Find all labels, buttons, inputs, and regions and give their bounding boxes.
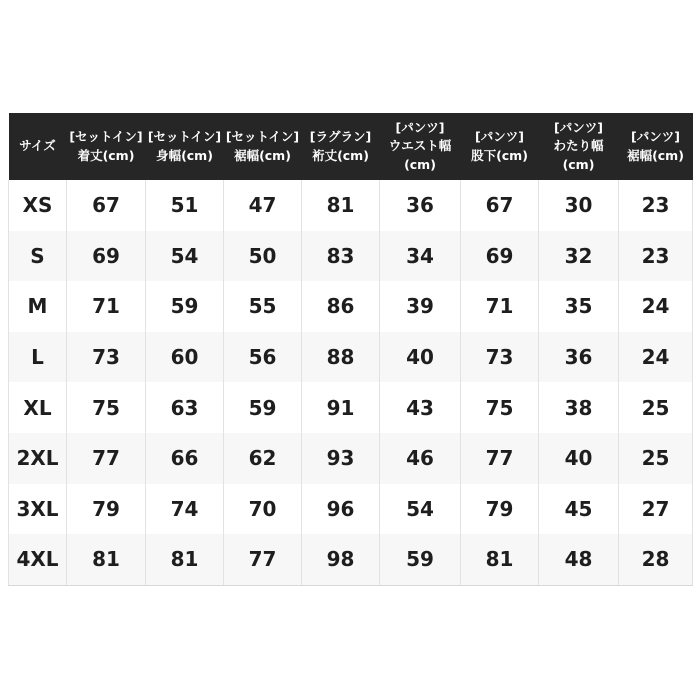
column-header-line: [ラグラン] — [309, 129, 372, 145]
size-label-cell: XS — [9, 180, 67, 231]
measurement-cell: 77 — [67, 433, 146, 484]
measurement-cell: 34 — [380, 231, 461, 282]
measurement-cell: 56 — [224, 332, 302, 383]
size-label-cell: 2XL — [9, 433, 67, 484]
measurement-cell: 67 — [67, 180, 146, 231]
column-header-line: [パンツ] — [395, 120, 445, 136]
column-header-line: [セットイン] — [147, 129, 222, 145]
measurement-cell: 81 — [67, 534, 146, 585]
column-header-raglan-sleeve — [302, 113, 380, 180]
measurement-cell: 69 — [67, 231, 146, 282]
measurement-cell: 40 — [380, 332, 461, 383]
measurement-cell: 67 — [461, 180, 539, 231]
measurement-cell: 77 — [461, 433, 539, 484]
measurement-cell: 91 — [302, 382, 380, 433]
column-header-line: [セットイン] — [225, 129, 300, 145]
measurement-cell: 73 — [67, 332, 146, 383]
measurement-cell: 93 — [302, 433, 380, 484]
measurement-cell: 48 — [539, 534, 619, 585]
column-header-pants-inseam — [461, 113, 539, 180]
measurement-cell: 39 — [380, 281, 461, 332]
measurement-cell: 96 — [302, 484, 380, 535]
measurement-cell: 55 — [224, 281, 302, 332]
measurement-cell: 35 — [539, 281, 619, 332]
measurement-cell: 63 — [146, 382, 224, 433]
measurement-cell: 74 — [146, 484, 224, 535]
measurement-cell: 81 — [302, 180, 380, 231]
measurement-cell: 36 — [380, 180, 461, 231]
measurement-cell: 70 — [224, 484, 302, 535]
measurement-cell: 73 — [461, 332, 539, 383]
measurement-cell: 30 — [539, 180, 619, 231]
measurement-cell: 40 — [539, 433, 619, 484]
measurement-cell: 25 — [619, 433, 693, 484]
column-header-pants-thigh — [539, 113, 619, 180]
column-header-setin-width — [146, 113, 224, 180]
column-header-line: 裄丈(cm) — [312, 147, 369, 163]
column-header-line: [パンツ] — [631, 129, 680, 145]
column-header-line: (cm) — [404, 156, 436, 172]
measurement-cell: 69 — [461, 231, 539, 282]
size-label-cell: S — [9, 231, 67, 282]
column-header-line: [セットイン] — [69, 129, 143, 145]
measurement-cell: 54 — [146, 231, 224, 282]
column-header-line: [パンツ] — [554, 120, 603, 136]
column-header-setin-length — [67, 113, 146, 180]
measurement-cell: 50 — [224, 231, 302, 282]
measurement-cell: 77 — [224, 534, 302, 585]
column-header-line: サイズ — [19, 138, 56, 154]
size-label-cell: XL — [9, 382, 67, 433]
column-header-line: ウエスト幅 — [388, 138, 452, 154]
measurement-cell: 27 — [619, 484, 693, 535]
measurement-cell: 46 — [380, 433, 461, 484]
measurement-cell: 71 — [461, 281, 539, 332]
size-row-S — [9, 231, 693, 282]
measurement-cell: 59 — [224, 382, 302, 433]
size-chart-table — [8, 113, 693, 586]
size-row-L — [9, 332, 693, 383]
column-header-line: (cm) — [562, 156, 595, 172]
size-row-XS — [9, 180, 693, 231]
column-header-line: わたり幅 — [553, 138, 604, 154]
measurement-cell: 43 — [380, 382, 461, 433]
measurement-cell: 66 — [146, 433, 224, 484]
column-header-pants-waist — [380, 113, 461, 180]
size-label-cell: 4XL — [9, 534, 67, 585]
measurement-cell: 54 — [380, 484, 461, 535]
measurement-cell: 23 — [619, 231, 693, 282]
size-row-2XL — [9, 433, 693, 484]
column-header-line: 股下(cm) — [471, 147, 528, 163]
measurement-cell: 88 — [302, 332, 380, 383]
column-header-pants-hem — [619, 113, 693, 180]
column-header-line: 身幅(cm) — [156, 147, 213, 163]
measurement-cell: 23 — [619, 180, 693, 231]
size-label-cell: L — [9, 332, 67, 383]
column-header-size — [9, 113, 67, 180]
size-row-3XL — [9, 484, 693, 535]
measurement-cell: 24 — [619, 281, 693, 332]
column-header-line: [パンツ] — [475, 129, 524, 145]
measurement-cell: 81 — [146, 534, 224, 585]
measurement-cell: 86 — [302, 281, 380, 332]
measurement-cell: 83 — [302, 231, 380, 282]
measurement-cell: 59 — [146, 281, 224, 332]
measurement-cell: 36 — [539, 332, 619, 383]
measurement-cell: 62 — [224, 433, 302, 484]
column-header-line: 着丈(cm) — [77, 147, 135, 163]
measurement-cell: 47 — [224, 180, 302, 231]
measurement-cell: 59 — [380, 534, 461, 585]
size-label-cell: M — [9, 281, 67, 332]
measurement-cell: 38 — [539, 382, 619, 433]
measurement-cell: 32 — [539, 231, 619, 282]
measurement-cell: 79 — [461, 484, 539, 535]
measurement-cell: 60 — [146, 332, 224, 383]
measurement-cell: 25 — [619, 382, 693, 433]
measurement-cell: 75 — [461, 382, 539, 433]
column-header-line: 裾幅(cm) — [627, 147, 684, 163]
size-row-4XL — [9, 534, 693, 585]
size-row-M — [9, 281, 693, 332]
measurement-cell: 81 — [461, 534, 539, 585]
column-header-setin-hem — [224, 113, 302, 180]
measurement-cell: 51 — [146, 180, 224, 231]
measurement-cell: 28 — [619, 534, 693, 585]
measurement-cell: 75 — [67, 382, 146, 433]
measurement-cell: 71 — [67, 281, 146, 332]
size-row-XL — [9, 382, 693, 433]
size-label-cell: 3XL — [9, 484, 67, 535]
column-header-line: 裾幅(cm) — [234, 147, 291, 163]
measurement-cell: 98 — [302, 534, 380, 585]
measurement-cell: 45 — [539, 484, 619, 535]
measurement-cell: 24 — [619, 332, 693, 383]
measurement-cell: 79 — [67, 484, 146, 535]
header-row — [9, 113, 693, 180]
